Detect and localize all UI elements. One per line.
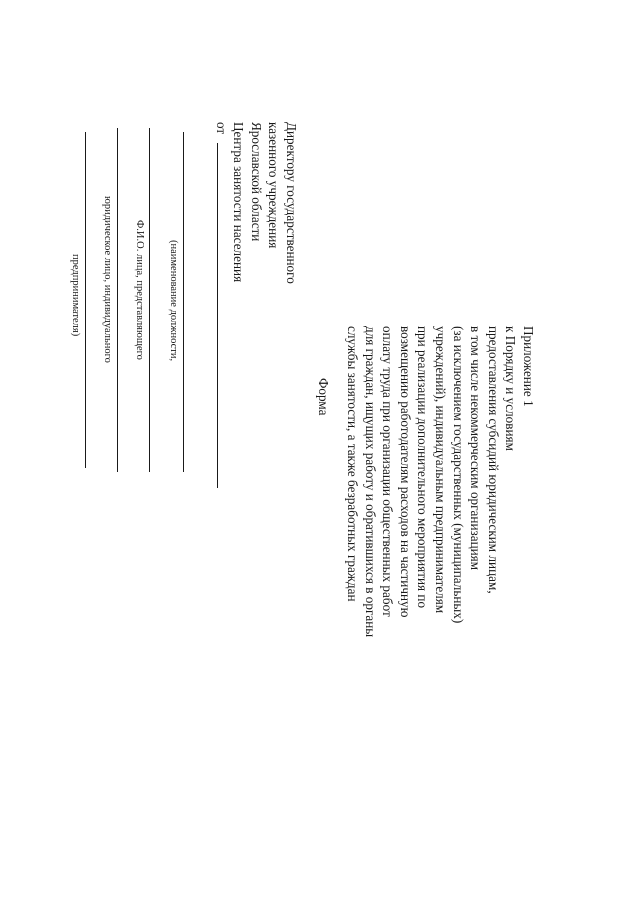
appendix-line: учреждений), индивидуальным предпринимателям bbox=[433, 326, 449, 614]
caption-entity: юридическое лицо, индивидуального bbox=[102, 196, 113, 363]
addressee-block bbox=[212, 122, 300, 488]
fill-line-5 bbox=[85, 132, 86, 468]
appendix-line: предоставления субсидий юридическим лицам, bbox=[485, 326, 501, 594]
appendix-line: к Порядку и условиям bbox=[503, 326, 519, 451]
from-fill-line bbox=[217, 143, 230, 488]
caption-position: (наименование должности, bbox=[168, 240, 179, 362]
appendix-line: для граждан, ищущих работу и обратившихся в органы bbox=[362, 326, 378, 638]
appendix-line: возмещению работодателям расходов на частичную bbox=[397, 326, 413, 618]
addressee-line: Директору государственного bbox=[284, 122, 299, 284]
appendix-line: в том числе некоммерческим организациям bbox=[468, 326, 484, 571]
appendix-line: (за исключением государственных (муниципальных) bbox=[450, 326, 466, 624]
appendix-line: службы занятости, а также безработных граждан bbox=[345, 326, 361, 602]
from-label: от bbox=[213, 122, 229, 135]
caption-entrepreneur: предпринимателя) bbox=[70, 254, 81, 337]
fill-line-2 bbox=[183, 132, 184, 472]
fill-line-3 bbox=[149, 128, 150, 472]
form-label: Форма bbox=[316, 378, 331, 416]
appendix-header bbox=[343, 326, 537, 637]
caption-fio: Ф.И.О. лица, представляющего bbox=[134, 220, 145, 360]
appendix-line: Приложение 1 bbox=[521, 326, 536, 407]
fill-line-4 bbox=[117, 128, 118, 472]
addressee-line: Ярославской области bbox=[248, 122, 264, 242]
from-row bbox=[212, 122, 230, 488]
addressee-line: Центра занятости населения bbox=[231, 122, 247, 283]
appendix-line: при реализации дополнительного мероприятия по bbox=[415, 326, 431, 609]
appendix-line: оплату труда при организации общественных работ bbox=[380, 326, 396, 617]
addressee-line: казенного учреждения bbox=[266, 122, 282, 249]
